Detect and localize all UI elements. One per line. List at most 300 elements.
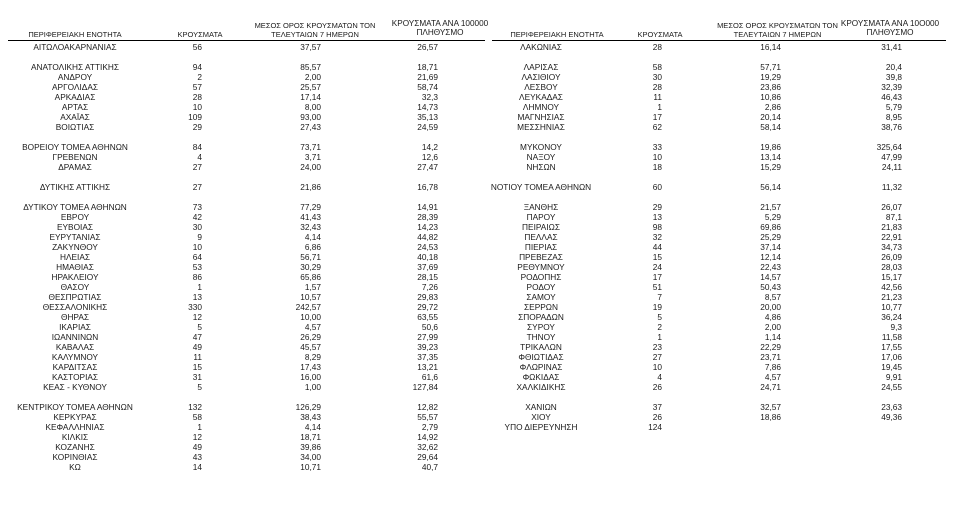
cases-cell: 30 bbox=[192, 222, 202, 232]
avg-cell: 23,71 bbox=[760, 352, 781, 362]
cases-cell: 13 bbox=[192, 292, 202, 302]
region-cell: ΧΙΟΥ bbox=[531, 412, 551, 422]
cases-cell: 49 bbox=[192, 342, 202, 352]
per100k-cell: 8,95 bbox=[885, 112, 902, 122]
table-row bbox=[0, 383, 954, 392]
region-cell: ΛΕΣΒΟΥ bbox=[524, 82, 558, 92]
cases-cell: 31 bbox=[192, 372, 202, 382]
per100k-cell: 14,23 bbox=[417, 222, 438, 232]
avg-cell: 2,86 bbox=[764, 102, 781, 112]
avg-cell: 69,86 bbox=[760, 222, 781, 232]
cases-cell: 28 bbox=[652, 82, 662, 92]
avg-cell: 4,57 bbox=[304, 322, 321, 332]
per100k-cell: 19,45 bbox=[881, 362, 902, 372]
region-cell: ΑΝΑΤΟΛΙΚΗΣ ΑΤΤΙΚΗΣ bbox=[30, 62, 120, 72]
cases-cell: 58 bbox=[652, 62, 662, 72]
header-rule-right bbox=[492, 40, 946, 41]
cases-cell: 10 bbox=[192, 242, 202, 252]
header-cases-right: ΚΡΟΥΣΜΑΤΑ bbox=[637, 30, 683, 39]
per100k-cell: 61,6 bbox=[421, 372, 438, 382]
per100k-cell: 127,84 bbox=[412, 382, 438, 392]
per100k-cell: 21,23 bbox=[881, 292, 902, 302]
region-cell: ΚΕΑΣ - ΚΥΘΝΟΥ bbox=[43, 382, 107, 392]
table-row bbox=[0, 313, 954, 322]
per100k-cell: 21,69 bbox=[417, 72, 438, 82]
cases-cell: 27 bbox=[652, 352, 662, 362]
avg-cell: 22,43 bbox=[760, 262, 781, 272]
per100k-cell: 14,73 bbox=[417, 102, 438, 112]
per100k-cell: 31,41 bbox=[881, 42, 902, 52]
cases-cell: 109 bbox=[188, 112, 202, 122]
cases-cell: 15 bbox=[652, 252, 662, 262]
region-cell: ΚΕΝΤΡΙΚΟΥ ΤΟΜΕΑ ΑΘΗΝΩΝ bbox=[17, 402, 133, 412]
per100k-cell: 50,6 bbox=[421, 322, 438, 332]
per100k-cell: 29,83 bbox=[417, 292, 438, 302]
region-cell: ΦΘΙΩΤΙΔΑΣ bbox=[518, 352, 564, 362]
table-row bbox=[0, 93, 954, 102]
avg-cell: 4,14 bbox=[304, 232, 321, 242]
avg-cell: 34,00 bbox=[300, 452, 321, 462]
avg-cell: 65,86 bbox=[300, 272, 321, 282]
region-cell: ΗΡΑΚΛΕΙΟΥ bbox=[51, 272, 99, 282]
region-cell: ΚΩ bbox=[69, 462, 81, 472]
region-cell: ΣΠΟΡΑΔΩΝ bbox=[518, 312, 564, 322]
per100k-cell: 37,35 bbox=[417, 352, 438, 362]
table-row bbox=[0, 303, 954, 312]
per100k-cell: 12,6 bbox=[421, 152, 438, 162]
header-rule-left bbox=[8, 40, 485, 41]
header-region-right: ΠΕΡΙΦΕΡΕΙΑΚΗ ΕΝΟΤΗΤΑ bbox=[510, 30, 604, 39]
avg-cell: 73,71 bbox=[300, 142, 321, 152]
avg-cell: 32,57 bbox=[760, 402, 781, 412]
table-row bbox=[0, 363, 954, 372]
avg-cell: 85,57 bbox=[300, 62, 321, 72]
avg-cell: 17,14 bbox=[300, 92, 321, 102]
cases-cell: 18 bbox=[652, 162, 662, 172]
avg-cell: 21,86 bbox=[300, 182, 321, 192]
region-cell: ΓΡΕΒΕΝΩΝ bbox=[52, 152, 98, 162]
avg-cell: 1,14 bbox=[764, 332, 781, 342]
per100k-cell: 12,82 bbox=[417, 402, 438, 412]
cases-cell: 56 bbox=[192, 42, 202, 52]
avg-cell: 5,29 bbox=[764, 212, 781, 222]
cases-cell: 84 bbox=[192, 142, 202, 152]
cases-cell: 44 bbox=[652, 242, 662, 252]
table-row bbox=[0, 113, 954, 122]
per100k-cell: 35,13 bbox=[417, 112, 438, 122]
avg-cell: 1,00 bbox=[304, 382, 321, 392]
avg-cell: 18,86 bbox=[760, 412, 781, 422]
table-row bbox=[0, 443, 954, 452]
region-cell: ΚΟΡΙΝΘΙΑΣ bbox=[52, 452, 98, 462]
per100k-cell: 29,72 bbox=[417, 302, 438, 312]
avg-cell: 242,57 bbox=[295, 302, 321, 312]
avg-cell: 20,00 bbox=[760, 302, 781, 312]
region-cell: ΚΑΒΑΛΑΣ bbox=[55, 342, 95, 352]
table-row bbox=[0, 193, 954, 202]
cases-cell: 124 bbox=[648, 422, 662, 432]
cases-cell: 5 bbox=[197, 382, 202, 392]
per100k-cell: 28,15 bbox=[417, 272, 438, 282]
cases-cell: 11 bbox=[653, 92, 662, 102]
region-cell: ΔΥΤΙΚΟΥ ΤΟΜΕΑ ΑΘΗΝΩΝ bbox=[23, 202, 127, 212]
avg-cell: 93,00 bbox=[300, 112, 321, 122]
per100k-cell: 23,63 bbox=[881, 402, 902, 412]
region-cell: ΠΕΛΛΑΣ bbox=[524, 232, 558, 242]
table-row bbox=[0, 393, 954, 402]
region-cell: ΚΑΡΔΙΤΣΑΣ bbox=[52, 362, 98, 372]
region-cell: ΒΟΡΕΙΟΥ ΤΟΜΕΑ ΑΘΗΝΩΝ bbox=[22, 142, 128, 152]
avg-cell: 27,43 bbox=[300, 122, 321, 132]
region-cell: ΠΙΕΡΙΑΣ bbox=[524, 242, 558, 252]
cases-cell: 94 bbox=[192, 62, 202, 72]
table-row bbox=[0, 223, 954, 232]
avg-cell: 38,43 bbox=[300, 412, 321, 422]
per100k-cell: 32,39 bbox=[881, 82, 902, 92]
region-cell: ΡΟΔΟΥ bbox=[526, 282, 556, 292]
region-cell: ΝΗΣΩΝ bbox=[526, 162, 556, 172]
header-cases-left: ΚΡΟΥΣΜΑΤΑ bbox=[177, 30, 223, 39]
table-row bbox=[0, 253, 954, 262]
per100k-cell: 24,53 bbox=[417, 242, 438, 252]
per100k-cell: 24,11 bbox=[881, 162, 902, 172]
per100k-cell: 32,62 bbox=[417, 442, 438, 452]
table-row bbox=[0, 263, 954, 272]
region-cell: ΑΧΑΪΑΣ bbox=[60, 112, 90, 122]
cases-cell: 24 bbox=[652, 262, 662, 272]
avg-cell: 6,86 bbox=[304, 242, 321, 252]
avg-cell: 19,29 bbox=[760, 72, 781, 82]
per100k-cell: 17,06 bbox=[881, 352, 902, 362]
table-row bbox=[0, 233, 954, 242]
region-cell: ΙΩΑΝΝΙΝΩΝ bbox=[51, 332, 99, 342]
per100k-cell: 34,73 bbox=[881, 242, 902, 252]
avg-cell: 25,29 bbox=[760, 232, 781, 242]
per100k-cell: 11,58 bbox=[881, 332, 902, 342]
avg-cell: 17,43 bbox=[300, 362, 321, 372]
cases-cell: 4 bbox=[197, 152, 202, 162]
table-row bbox=[0, 243, 954, 252]
per100k-cell: 24,59 bbox=[417, 122, 438, 132]
per100k-cell: 42,56 bbox=[881, 282, 902, 292]
per100k-cell: 28,03 bbox=[881, 262, 902, 272]
avg-cell: 13,14 bbox=[760, 152, 781, 162]
region-cell: ΕΒΡΟΥ bbox=[60, 212, 90, 222]
region-cell: ΖΑΚΥΝΘΟΥ bbox=[52, 242, 98, 252]
per100k-cell: 11,32 bbox=[881, 182, 902, 192]
avg-cell: 2,00 bbox=[764, 322, 781, 332]
region-cell: ΘΑΣΟΥ bbox=[60, 282, 90, 292]
avg-cell: 24,71 bbox=[760, 382, 781, 392]
per100k-cell: 44,82 bbox=[417, 232, 438, 242]
region-cell: ΕΥΡΥΤΑΝΙΑΣ bbox=[49, 232, 101, 242]
region-cell: ΑΙΤΩΛΟΑΚΑΡΝΑΝΙΑΣ bbox=[33, 42, 117, 52]
table-row bbox=[0, 413, 954, 422]
per100k-cell: 49,36 bbox=[881, 412, 902, 422]
region-cell: ΝΟΤΙΟΥ ΤΟΜΕΑ ΑΘΗΝΩΝ bbox=[490, 182, 592, 192]
table-row bbox=[0, 283, 954, 292]
per100k-cell: 32,3 bbox=[421, 92, 438, 102]
per100k-cell: 39,8 bbox=[885, 72, 902, 82]
table-row bbox=[0, 153, 954, 162]
cases-cell: 23 bbox=[652, 342, 662, 352]
region-cell: ΑΡΓΟΛΙΔΑΣ bbox=[52, 82, 98, 92]
cases-cell: 132 bbox=[188, 402, 202, 412]
region-cell: ΥΠΟ ΔΙΕΡΕΥΝΗΣΗ bbox=[504, 422, 578, 432]
avg-cell: 30,29 bbox=[300, 262, 321, 272]
cases-cell: 9 bbox=[197, 232, 202, 242]
per100k-cell: 39,23 bbox=[417, 342, 438, 352]
avg-cell: 10,71 bbox=[300, 462, 321, 472]
avg-cell: 10,57 bbox=[300, 292, 321, 302]
cases-cell: 17 bbox=[652, 272, 662, 282]
avg-cell: 4,57 bbox=[764, 372, 781, 382]
region-cell: ΚΑΣΤΟΡΙΑΣ bbox=[51, 372, 99, 382]
cases-cell: 47 bbox=[192, 332, 202, 342]
region-cell: ΦΩΚΙΔΑΣ bbox=[522, 372, 560, 382]
per100k-cell: 14,2 bbox=[421, 142, 438, 152]
region-cell: ΝΑΞΟΥ bbox=[526, 152, 556, 162]
cases-cell: 1 bbox=[197, 422, 202, 432]
region-cell: ΚΟΖΑΝΗΣ bbox=[55, 442, 95, 452]
cases-cell: 57 bbox=[192, 82, 202, 92]
table-row bbox=[0, 333, 954, 342]
cases-cell: 42 bbox=[192, 212, 202, 222]
region-cell: ΚΑΛΥΜΝΟΥ bbox=[51, 352, 99, 362]
table-row bbox=[0, 133, 954, 142]
per100k-cell: 36,24 bbox=[881, 312, 902, 322]
cases-cell: 28 bbox=[652, 42, 662, 52]
region-cell: ΘΕΣΣΑΛΟΝΙΚΗΣ bbox=[42, 302, 108, 312]
avg-cell: 7,86 bbox=[764, 362, 781, 372]
cases-cell: 2 bbox=[657, 322, 662, 332]
per100k-cell: 40,7 bbox=[421, 462, 438, 472]
per100k-cell: 7,26 bbox=[421, 282, 438, 292]
cases-cell: 14 bbox=[192, 462, 202, 472]
per100k-cell: 21,83 bbox=[881, 222, 902, 232]
cases-cell: 1 bbox=[657, 102, 662, 112]
per100k-cell: 13,21 bbox=[417, 362, 438, 372]
avg-cell: 1,57 bbox=[304, 282, 321, 292]
region-cell: ΑΡΤΑΣ bbox=[61, 102, 89, 112]
header-per100k-left: ΚΡΟΥΣΜΑΤΑ ΑΝΑ 100000 ΠΛΗΘΥΣΜΟ bbox=[391, 19, 489, 37]
cases-cell: 13 bbox=[652, 212, 662, 222]
region-cell: ΔΥΤΙΚΗΣ ΑΤΤΙΚΗΣ bbox=[39, 182, 111, 192]
cases-cell: 5 bbox=[657, 312, 662, 322]
per100k-cell: 55,57 bbox=[417, 412, 438, 422]
region-cell: ΛΑΡΙΣΑΣ bbox=[523, 62, 559, 72]
table-row bbox=[0, 183, 954, 192]
table-row bbox=[0, 173, 954, 182]
region-cell: ΛΑΣΙΘΙΟΥ bbox=[521, 72, 561, 82]
region-cell: ΠΡΕΒΕΖΑΣ bbox=[519, 252, 563, 262]
avg-cell: 126,29 bbox=[295, 402, 321, 412]
cases-cell: 1 bbox=[197, 282, 202, 292]
per100k-cell: 28,39 bbox=[417, 212, 438, 222]
region-cell: ΚΙΛΚΙΣ bbox=[61, 432, 89, 442]
region-cell: ΤΗΝΟΥ bbox=[526, 332, 556, 342]
table-row bbox=[0, 423, 954, 432]
per100k-cell: 63,55 bbox=[417, 312, 438, 322]
per100k-cell: 26,09 bbox=[881, 252, 902, 262]
cases-cell: 33 bbox=[652, 142, 662, 152]
region-cell: ΡΕΘΥΜΝΟΥ bbox=[517, 262, 565, 272]
region-cell: ΗΛΕΙΑΣ bbox=[59, 252, 91, 262]
per100k-cell: 47,99 bbox=[881, 152, 902, 162]
region-cell: ΣΑΜΟΥ bbox=[526, 292, 556, 302]
region-cell: ΛΕΥΚΑΔΑΣ bbox=[519, 92, 563, 102]
region-cell: ΞΑΝΘΗΣ bbox=[523, 202, 559, 212]
table-row bbox=[0, 463, 954, 472]
cases-cell: 17 bbox=[652, 112, 662, 122]
header-per100k-right: ΚΡΟΥΣΜΑΤΑ ΑΝΑ 10Ο000 ΠΛΗΘΥΣΜΟ bbox=[840, 19, 940, 37]
region-cell: ΔΡΑΜΑΣ bbox=[58, 162, 92, 172]
cases-cell: 330 bbox=[188, 302, 202, 312]
region-cell: ΧΑΝΙΩΝ bbox=[525, 402, 557, 412]
table-row bbox=[0, 123, 954, 132]
per100k-cell: 29,64 bbox=[417, 452, 438, 462]
per100k-cell: 9,91 bbox=[885, 372, 902, 382]
cases-cell: 10 bbox=[652, 152, 662, 162]
table-row bbox=[0, 63, 954, 72]
per100k-cell: 18,71 bbox=[417, 62, 438, 72]
cases-cell: 64 bbox=[192, 252, 202, 262]
cases-cell: 4 bbox=[657, 372, 662, 382]
avg-cell: 24,00 bbox=[300, 162, 321, 172]
cases-cell: 60 bbox=[652, 182, 662, 192]
region-cell: ΙΚΑΡΙΑΣ bbox=[59, 322, 91, 332]
cases-cell: 5 bbox=[197, 322, 202, 332]
avg-cell: 37,14 bbox=[760, 242, 781, 252]
cases-cell: 98 bbox=[652, 222, 662, 232]
cases-cell: 11 bbox=[193, 352, 202, 362]
cases-cell: 2 bbox=[197, 72, 202, 82]
region-cell: ΛΗΜΝΟΥ bbox=[522, 102, 560, 112]
avg-cell: 41,43 bbox=[300, 212, 321, 222]
table-row bbox=[0, 453, 954, 462]
table-row bbox=[0, 343, 954, 352]
table-row bbox=[0, 163, 954, 172]
per100k-cell: 16,78 bbox=[417, 182, 438, 192]
avg-cell: 37,57 bbox=[300, 42, 321, 52]
avg-cell: 16,00 bbox=[300, 372, 321, 382]
cases-cell: 29 bbox=[652, 202, 662, 212]
avg-cell: 45,57 bbox=[300, 342, 321, 352]
per100k-cell: 325,64 bbox=[876, 142, 902, 152]
cases-cell: 32 bbox=[652, 232, 662, 242]
per100k-cell: 14,92 bbox=[417, 432, 438, 442]
region-cell: ΜΥΚΟΝΟΥ bbox=[520, 142, 562, 152]
cases-cell: 7 bbox=[657, 292, 662, 302]
avg-cell: 18,71 bbox=[300, 432, 321, 442]
table-row bbox=[0, 403, 954, 412]
avg-cell: 4,14 bbox=[304, 422, 321, 432]
avg-cell: 23,86 bbox=[760, 82, 781, 92]
region-cell: ΦΛΩΡΙΝΑΣ bbox=[519, 362, 563, 372]
cases-cell: 19 bbox=[652, 302, 662, 312]
cases-cell: 27 bbox=[192, 162, 202, 172]
table-row bbox=[0, 83, 954, 92]
per100k-cell: 17,55 bbox=[881, 342, 902, 352]
cases-cell: 12 bbox=[192, 312, 202, 322]
per100k-cell: 15,17 bbox=[881, 272, 902, 282]
table-row bbox=[0, 103, 954, 112]
avg-cell: 21,57 bbox=[760, 202, 781, 212]
cases-cell: 37 bbox=[652, 402, 662, 412]
avg-cell: 20,14 bbox=[760, 112, 781, 122]
avg-cell: 3,71 bbox=[304, 152, 321, 162]
avg-cell: 26,29 bbox=[300, 332, 321, 342]
cases-cell: 28 bbox=[192, 92, 202, 102]
region-cell: ΘΗΡΑΣ bbox=[60, 312, 90, 322]
cases-cell: 62 bbox=[652, 122, 662, 132]
region-cell: ΣΕΡΡΩΝ bbox=[524, 302, 558, 312]
cases-cell: 10 bbox=[192, 102, 202, 112]
avg-cell: 4,86 bbox=[764, 312, 781, 322]
avg-cell: 32,43 bbox=[300, 222, 321, 232]
cases-cell: 29 bbox=[192, 122, 202, 132]
cases-cell: 30 bbox=[652, 72, 662, 82]
table-row bbox=[0, 353, 954, 362]
table-row bbox=[0, 43, 954, 52]
region-cell: ΑΝΔΡΟΥ bbox=[57, 72, 93, 82]
cases-cell: 53 bbox=[192, 262, 202, 272]
table-row bbox=[0, 293, 954, 302]
avg-cell: 19,86 bbox=[760, 142, 781, 152]
region-cell: ΠΕΙΡΑΙΩΣ bbox=[522, 222, 560, 232]
table-row bbox=[0, 323, 954, 332]
per100k-cell: 46,43 bbox=[881, 92, 902, 102]
region-cell: ΘΕΣΠΡΩΤΙΑΣ bbox=[48, 292, 102, 302]
region-cell: ΚΕΦΑΛΛΗΝΙΑΣ bbox=[45, 422, 105, 432]
region-cell: ΧΑΛΚΙΔΙΚΗΣ bbox=[516, 382, 566, 392]
per100k-cell: 9,3 bbox=[890, 322, 902, 332]
avg-cell: 16,14 bbox=[760, 42, 781, 52]
avg-cell: 57,71 bbox=[760, 62, 781, 72]
per100k-cell: 5,79 bbox=[885, 102, 902, 112]
per100k-cell: 27,47 bbox=[417, 162, 438, 172]
per100k-cell: 38,76 bbox=[881, 122, 902, 132]
avg-cell: 39,86 bbox=[300, 442, 321, 452]
per100k-cell: 37,69 bbox=[417, 262, 438, 272]
table-row bbox=[0, 143, 954, 152]
cases-cell: 26 bbox=[652, 382, 662, 392]
cases-cell: 10 bbox=[652, 362, 662, 372]
avg-cell: 14,57 bbox=[760, 272, 781, 282]
cases-cell: 43 bbox=[192, 452, 202, 462]
cases-cell: 51 bbox=[652, 282, 662, 292]
per100k-cell: 2,79 bbox=[421, 422, 438, 432]
region-cell: ΠΑΡΟΥ bbox=[526, 212, 556, 222]
per100k-cell: 27,99 bbox=[417, 332, 438, 342]
avg-cell: 15,29 bbox=[760, 162, 781, 172]
table-row bbox=[0, 433, 954, 442]
avg-cell: 22,29 bbox=[760, 342, 781, 352]
avg-cell: 8,29 bbox=[304, 352, 321, 362]
per100k-cell: 24,55 bbox=[881, 382, 902, 392]
per100k-cell: 26,57 bbox=[417, 42, 438, 52]
avg-cell: 58,14 bbox=[760, 122, 781, 132]
avg-cell: 8,57 bbox=[764, 292, 781, 302]
table-row bbox=[0, 53, 954, 62]
table-row bbox=[0, 213, 954, 222]
cases-cell: 1 bbox=[657, 332, 662, 342]
cases-cell: 15 bbox=[192, 362, 202, 372]
region-cell: ΤΡΙΚΑΛΩΝ bbox=[520, 342, 562, 352]
table-row bbox=[0, 73, 954, 82]
region-cell: ΕΥΒΟΙΑΣ bbox=[56, 222, 94, 232]
avg-cell: 2,00 bbox=[304, 72, 321, 82]
